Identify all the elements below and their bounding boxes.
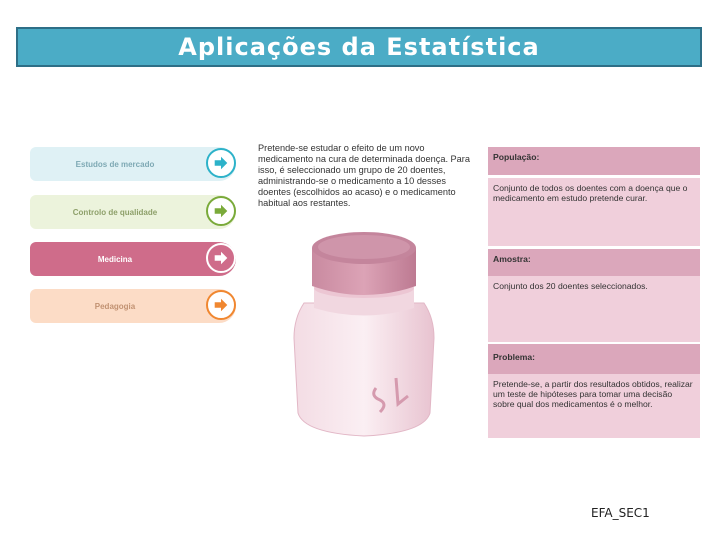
menu-item-label: Estudos de mercado [75,159,155,169]
menu-item-medicina[interactable] [30,242,236,276]
medicine-description: Pretende-se estudar o efeito de um novo medicamento na cura de determinada doença. Para isso, é seleccionado um grupo de 20 doentes, administrando-se o medicamento a 10 desses doentes (escolhidos ao acaso) e o medicamento habitual aos restantes. [258,143,470,208]
footer-label: EFA_SEC1 [591,506,650,520]
menu-item-label: Controlo de qualidade [72,207,158,217]
arrow-right-icon[interactable] [206,148,236,178]
problema-text: Pretende-se, a partir dos resultados obtidos, realizar um teste de hipóteses para tomar uma decisão sobre qual dos medicamentos é o melhor. [493,379,693,409]
menu-item-estudos-de-mercado[interactable] [30,147,236,181]
amostra-text: Conjunto dos 20 doentes seleccionados. [493,281,648,291]
populacao-text: Conjunto de todos os doentes com a doença que o medicamento em estudo pretende curar. [493,183,688,203]
amostra-heading-text: Amostra: [493,254,531,264]
populacao-heading-text: População: [493,152,540,162]
menu-item-controlo-de-qualidade[interactable] [30,195,236,229]
problema-heading-text: Problema: [493,352,536,362]
menu-item-pedagogia[interactable] [30,289,236,323]
arrow-right-icon[interactable] [206,196,236,226]
arrow-right-icon[interactable] [206,290,236,320]
problema-body [488,374,700,438]
menu-item-label: Pedagogia [94,301,136,311]
amostra-heading [488,249,700,276]
title-bar [16,27,702,67]
arrow-right-icon[interactable] [206,243,236,273]
populacao-heading [488,147,700,175]
amostra-body [488,276,700,342]
page-title: Aplicações da Estatística [178,33,540,61]
problema-heading [488,344,700,374]
populacao-body [488,178,700,246]
menu-item-label: Medicina [97,254,133,264]
medicine-bottle-icon [284,228,454,443]
